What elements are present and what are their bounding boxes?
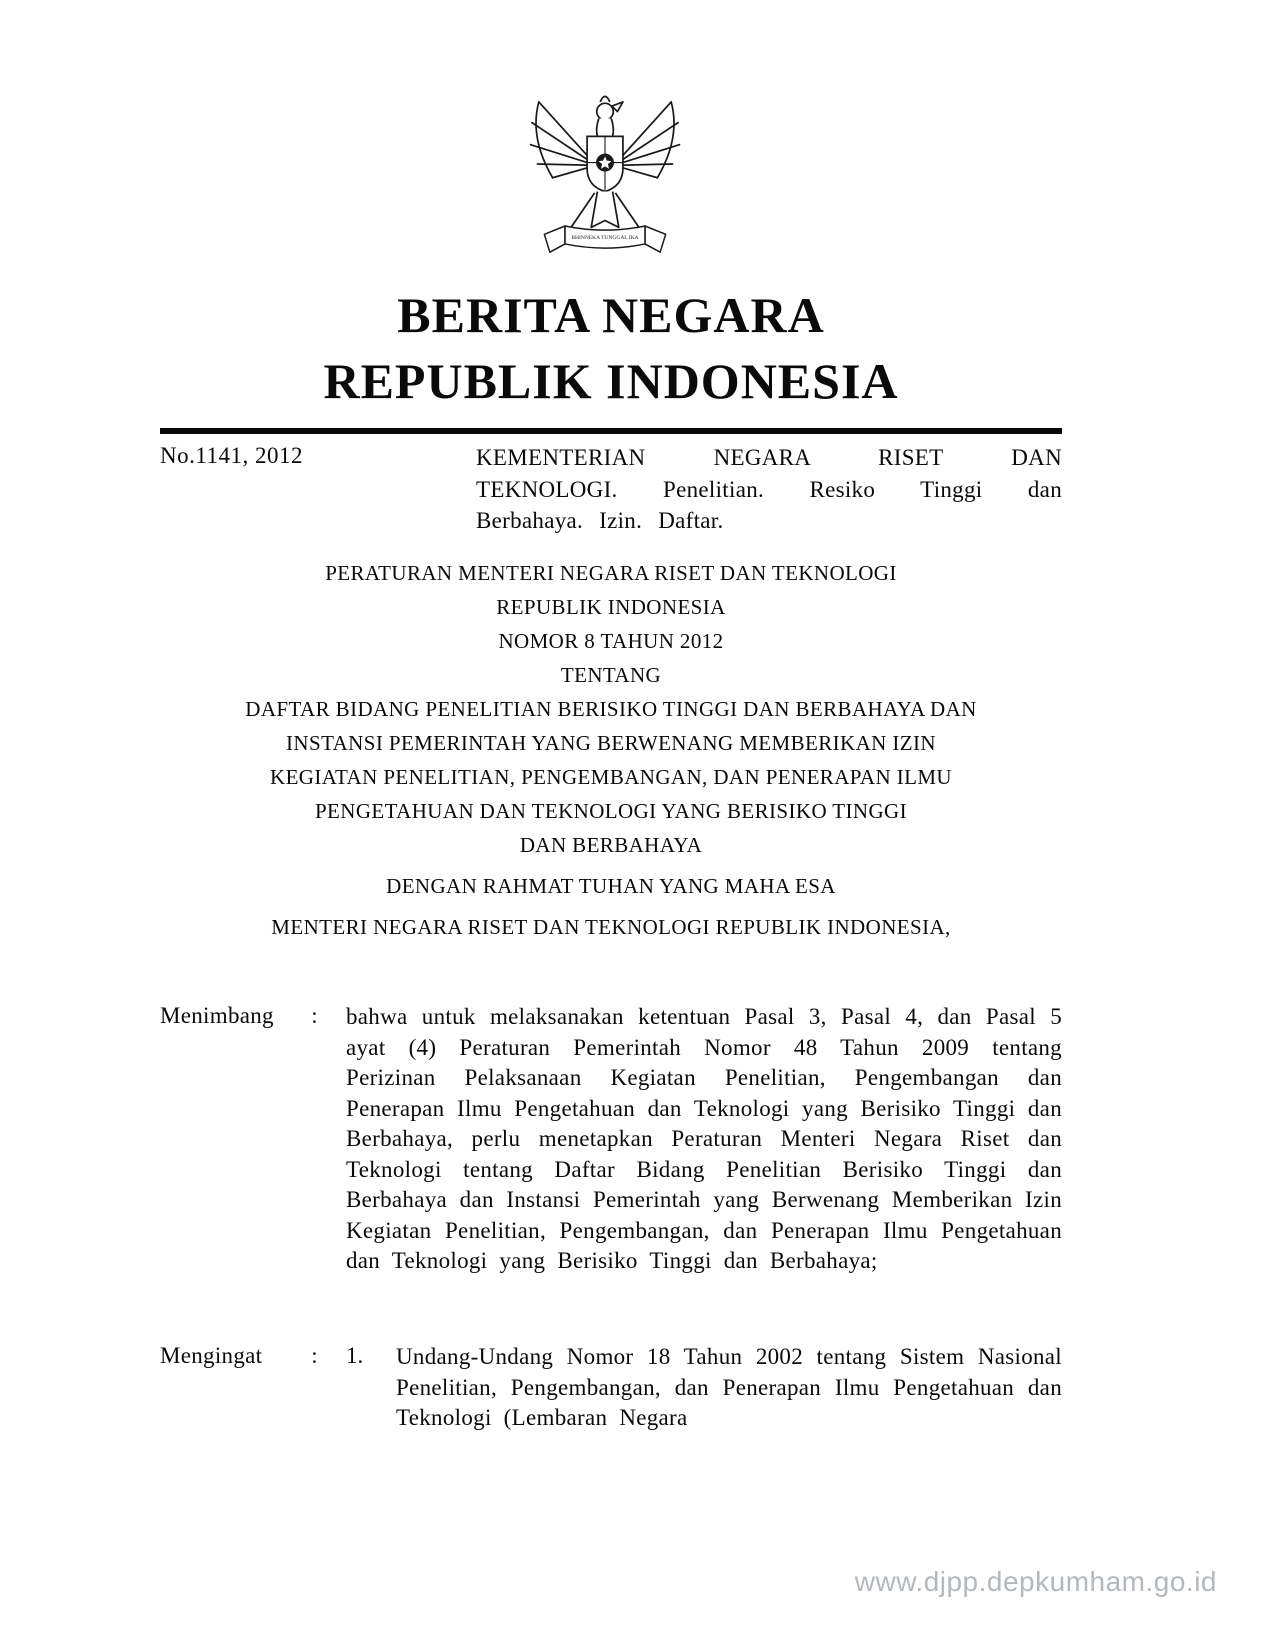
mengingat-item-text: Undang-Undang Nomor 18 Tahun 2002 tentang Sistem Nasional Penelitian, Pengembangan, dan Penerapan Ilmu Pengetahuan dan Teknologi (Lembaran Negara [396,1344,1062,1430]
masthead-rule [160,428,1062,434]
gazette-number: No.1141, 2012 [160,443,304,468]
issuing-authority-line: MENTERI NEGARA RISET DAN TEKNOLOGI REPUBLIK INDONESIA, [271,915,951,939]
menimbang-clause [160,1002,1062,1277]
masthead-title-line2: REPUBLIK INDONESIA [323,353,899,409]
menimbang-label-colon: : [311,1003,318,1028]
title-line: KEGIATAN PENELITIAN, PENGEMBANGAN, DAN PENERAPAN ILMU [270,765,952,789]
menimbang-text: bahwa untuk melaksanakan ketentuan Pasal 3, Pasal 4, dan Pasal 5 ayat (4) Peraturan Pemerintah Nomor 48 Tahun 2009 tentang Perizinan Pelaksanaan Kegiatan Penelitian, Pengembangan dan Penerapan Ilmu Pengetahuan dan Teknologi yang Berisiko Tinggi dan Berbahaya, perlu menetapkan Peraturan Menteri Negara Riset dan Teknologi tentang Daftar Bidang Penelitian Berisiko Tinggi dan Berbahaya dan Instansi Pemerintah yang Berwenang Memberikan Izin Kegiatan Penelitian, Pengembangan, dan Penerapan Ilmu Pengetahuan dan Teknologi yang Berisiko Tinggi dan Berbahaya; [346,1004,1062,1273]
gazette-subject: KEMENTERIAN NEGARA RISET DAN TEKNOLOGI. Penelitian. Resiko Tinggi dan Berbahaya. Izin. Daftar. [476,445,1062,533]
title-line: INSTANSI PEMERINTAH YANG BERWENANG MEMBERIKAN IZIN [286,731,936,755]
menimbang-label [160,1002,346,1029]
mengingat-clause [160,1342,1062,1434]
garuda-pancasila-icon [529,84,681,266]
title-line: DAFTAR BIDANG PENELITIAN BERISIKO TINGGI DAN BERBAHAYA DAN [245,697,977,721]
mengingat-label-colon: : [311,1343,318,1368]
invocation-line: DENGAN RAHMAT TUHAN YANG MAHA ESA [386,874,836,898]
garuda-pancasila-emblem [529,84,681,266]
title-line: DAN BERBAHAYA [519,833,703,857]
emblem-motto-text: BHINNEKA TUNGGAL IKA [571,235,639,242]
title-line: TENTANG [560,663,662,687]
mengingat-item-number: 1. [346,1343,364,1368]
watermark-url: www.djpp.depkumham.go.id [854,1566,1217,1597]
title-line: PENGETAHUAN DAN TEKNOLOGI YANG BERISIKO TINGGI [314,799,908,823]
title-line: PERATURAN MENTERI NEGARA RISET DAN TEKNOLOGI [325,561,897,585]
regulation-title-block [160,556,1062,862]
masthead [160,282,1062,414]
emblem-head [597,96,623,136]
emblem-tail [569,192,641,231]
gazette-header-row [160,442,1062,537]
title-line: NOMOR 8 TAHUN 2012 [498,629,724,653]
mengingat-label [160,1342,346,1369]
menimbang-label-word: Menimbang [160,1003,274,1028]
mengingat-label-word: Mengingat [160,1343,263,1368]
masthead-title-line1: BERITA NEGARA [397,287,825,343]
mengingat-list [346,1342,1062,1434]
title-line: REPUBLIK INDONESIA [496,595,726,619]
mengingat-item [346,1342,1062,1434]
emblem-shield [587,136,623,191]
